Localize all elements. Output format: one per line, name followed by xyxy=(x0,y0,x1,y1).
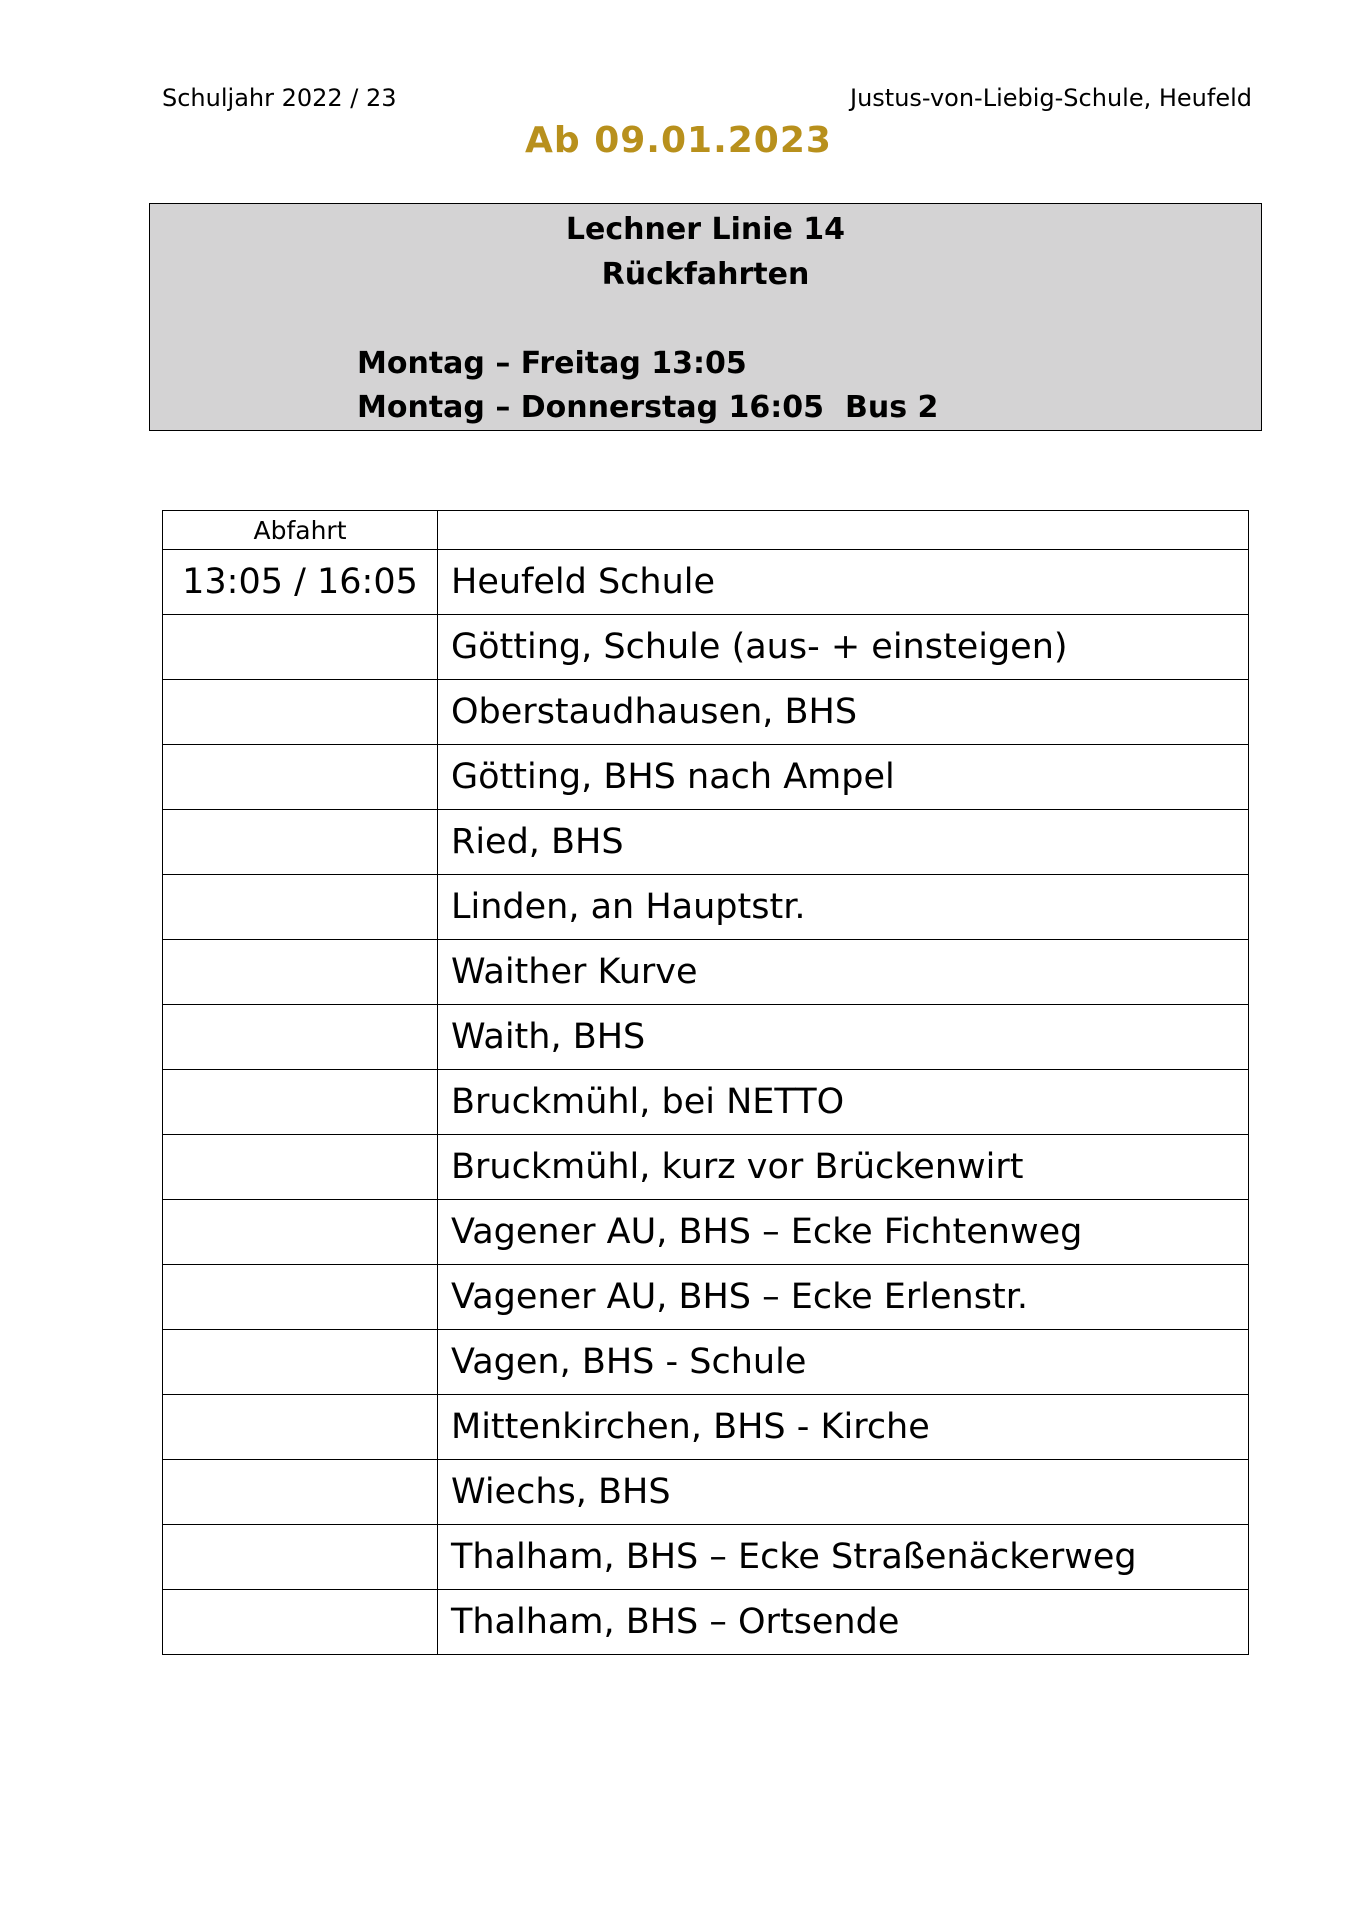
stop-name-cell: Bruckmühl, kurz vor Brückenwirt xyxy=(438,1135,1249,1200)
departure-time-cell xyxy=(163,1590,438,1655)
departure-time-cell xyxy=(163,615,438,680)
bus-number: Bus 2 xyxy=(845,390,939,425)
table-row xyxy=(163,1070,1249,1135)
departure-time-cell xyxy=(163,1200,438,1265)
table-row xyxy=(163,1590,1249,1655)
departure-time-cell xyxy=(163,1005,438,1070)
line-info-box xyxy=(149,203,1262,431)
table-row xyxy=(163,1200,1249,1265)
departure-time-cell xyxy=(163,1395,438,1460)
stop-name-cell: Götting, BHS nach Ampel xyxy=(438,745,1249,810)
table-header-row xyxy=(163,511,1249,550)
stop-name-cell: Ried, BHS xyxy=(438,810,1249,875)
table-row xyxy=(163,1525,1249,1590)
departure-header: Abfahrt xyxy=(163,511,438,550)
departure-time-cell xyxy=(163,1460,438,1525)
stop-name-cell: Thalham, BHS – Ecke Straßenäckerweg xyxy=(438,1525,1249,1590)
table-row xyxy=(163,550,1249,615)
valid-from-date: Ab 09.01.2023 xyxy=(525,120,832,161)
direction-label: Rückfahrten xyxy=(601,257,810,292)
stop-header xyxy=(438,511,1249,550)
stop-name-cell: Linden, an Hauptstr. xyxy=(438,875,1249,940)
table-row xyxy=(163,1330,1249,1395)
departure-time-cell xyxy=(163,875,438,940)
school-year: Schuljahr 2022 / 23 xyxy=(162,84,397,112)
departure-time-cell xyxy=(163,1525,438,1590)
stops-table xyxy=(162,510,1249,1655)
stop-name-cell: Waither Kurve xyxy=(438,940,1249,1005)
line-name: Lechner Linie 14 xyxy=(565,212,846,247)
departure-time-cell xyxy=(163,1070,438,1135)
table-row xyxy=(163,1265,1249,1330)
departure-time-cell xyxy=(163,745,438,810)
table-row xyxy=(163,810,1249,875)
schedule-mon-thu: Montag – Donnerstag 16:05 xyxy=(357,390,824,425)
stop-name-cell: Thalham, BHS – Ortsende xyxy=(438,1590,1249,1655)
table-row xyxy=(163,875,1249,940)
stop-name-cell: Vagen, BHS - Schule xyxy=(438,1330,1249,1395)
stop-name-cell: Vagener AU, BHS – Ecke Erlenstr. xyxy=(438,1265,1249,1330)
departure-time-cell xyxy=(163,1265,438,1330)
table-row xyxy=(163,615,1249,680)
departure-time-cell xyxy=(163,1330,438,1395)
stop-name-cell: Mittenkirchen, BHS - Kirche xyxy=(438,1395,1249,1460)
stop-name-cell: Bruckmühl, bei NETTO xyxy=(438,1070,1249,1135)
table-row xyxy=(163,1460,1249,1525)
departure-time-cell xyxy=(163,680,438,745)
departure-time-cell xyxy=(163,940,438,1005)
table-row xyxy=(163,940,1249,1005)
table-row xyxy=(163,745,1249,810)
table-row xyxy=(163,1005,1249,1070)
table-row xyxy=(163,1395,1249,1460)
stop-name-cell: Vagener AU, BHS – Ecke Fichtenweg xyxy=(438,1200,1249,1265)
table-row xyxy=(163,680,1249,745)
stop-name-cell: Götting, Schule (aus- + einsteigen) xyxy=(438,615,1249,680)
schedule-weekdays: Montag – Freitag 13:05 xyxy=(357,346,747,381)
stop-name-cell: Wiechs, BHS xyxy=(438,1460,1249,1525)
departure-time-cell xyxy=(163,1135,438,1200)
departure-time-cell: 13:05 / 16:05 xyxy=(163,550,438,615)
school-name: Justus-von-Liebig-Schule, Heufeld xyxy=(850,84,1252,112)
stop-name-cell: Heufeld Schule xyxy=(438,550,1249,615)
stop-name-cell: Oberstaudhausen, BHS xyxy=(438,680,1249,745)
table-row xyxy=(163,1135,1249,1200)
departure-time-cell xyxy=(163,810,438,875)
stop-name-cell: Waith, BHS xyxy=(438,1005,1249,1070)
